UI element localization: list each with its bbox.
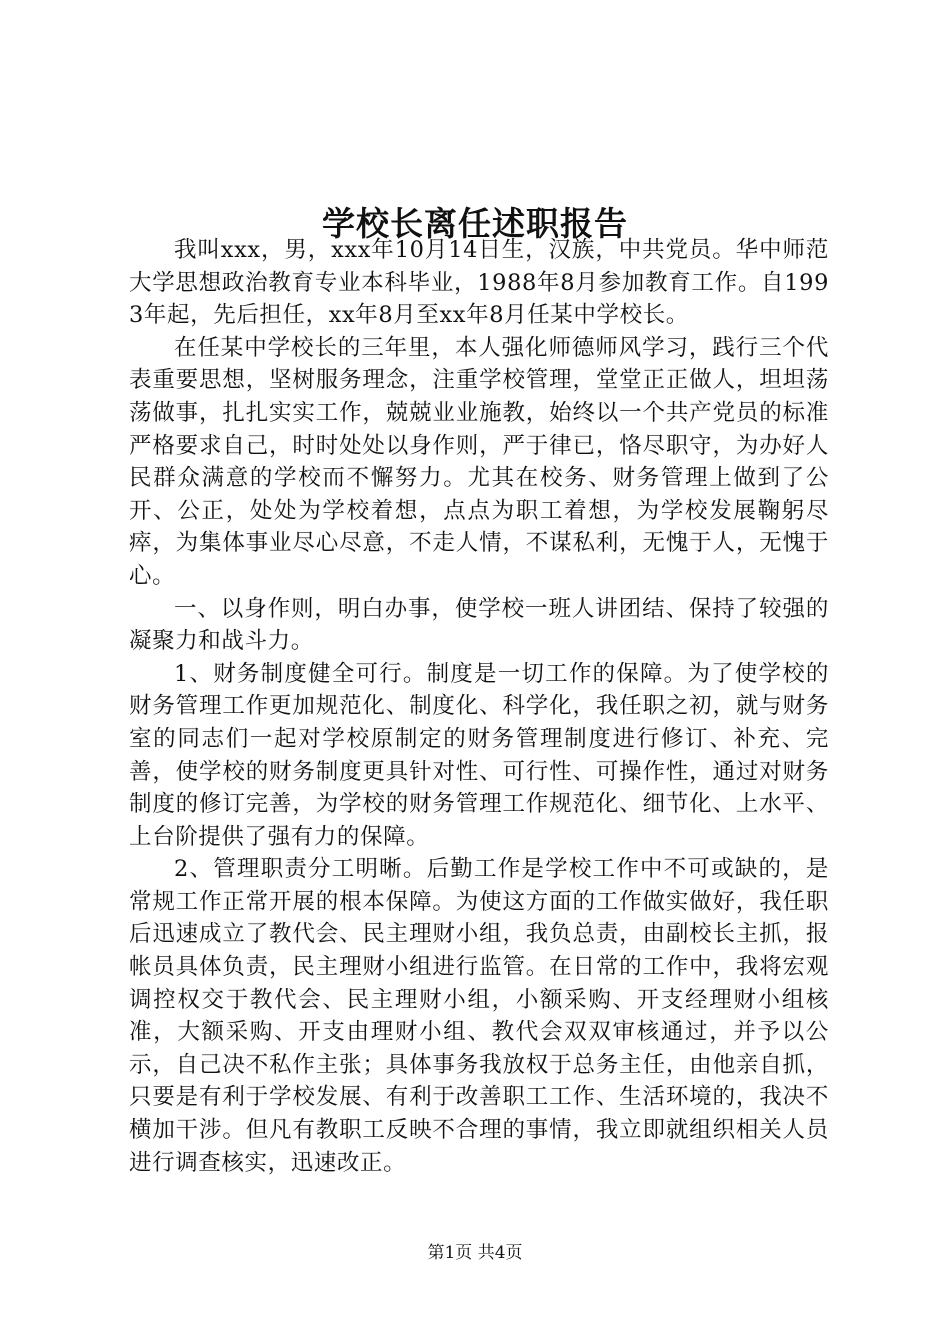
paragraph-finance-system: 1、财务制度健全可行。制度是一切工作的保障。为了使学校的财务管理工作更加规范化、制度化、科学化，我任职之初，就与财务室的同志们一起对学校原制定的财务管理制度进行修订、补充、完善，使学校的财务制度更具针对性、可行性、可操作性，通过对财务制度的修订完善，为学校的财务管理工作规范化、细节化、上水平、上台阶提供了强有力的保障。 [129, 660, 829, 850]
page-footer: 第1页 共4页 [427, 1243, 523, 1263]
document-body [129, 234, 829, 1179]
document-title: 学校长离任述职报告 [322, 204, 628, 244]
section-heading-1: 一、以身作则，明白办事，使学校一班人讲团结、保持了较强的凝聚力和战斗力。 [129, 595, 829, 655]
paragraph-summary: 在任某中学校长的三年里，本人强化师德师风学习，践行三个代表重要思想，坚树服务理念，注重学校管理，堂堂正正做人，坦坦荡荡做事，扎扎实实工作，兢兢业业施教，始终以一个共产党员的标准严格要求自己，时时处处以身作则，严于律已，恪尽职守，为办好人民群众满意的学校而不懈努力。尤其在校务、财务管理上做到了公开、公正，处处为学校着想，点点为职工着想，为学校发展鞠躬尽瘁，为集体事业尽心尽意，不走人情，不谋私利，无愧于人，无愧于心。 [129, 334, 829, 589]
paragraph-management-duties: 2、管理职责分工明晰。后勤工作是学校工作中不可或缺的，是常规工作正常开展的根本保障。为使这方面的工作做实做好，我任职后迅速成立了教代会、民主理财小组，我负总责，由副校长主抓，报帐员具体负责，民主理财小组进行监管。在日常的工作中，我将宏观调控权交于教代会、民主理财小组，小额采购、开支经理财小组核准，大额采购、开支由理财小组、教代会双双审核通过，并予以公示，自己决不私作主张；具体事务我放权于总务主任，由他亲自抓，只要是有利于学校发展、有利于改善职工工作、生活环境的，我决不横加干涉。但凡有教职工反映不合理的事情，我立即就组织相关人员进行调查核实，迅速改正。 [129, 856, 829, 1176]
paragraph-intro: 我叫xxx，男，xxx年10月14日生，汉族，中共党员。华中师范大学思想政治教育专业本科毕业，1988年8月参加教育工作。自1993年起，先后担任，xx年8月至xx年8月任某中学校长。 [129, 237, 829, 329]
